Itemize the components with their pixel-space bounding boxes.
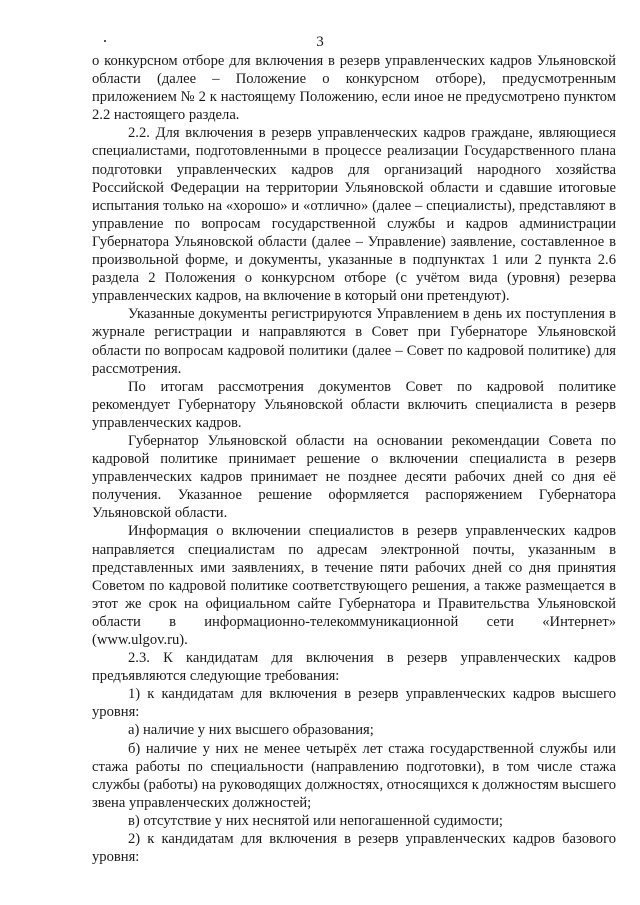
paragraph-governor-decision: Губернатор Ульяновской области на основании рекомендации Совета по кадровой политике принимает решение о включении специалиста в резерв управленческих кадров принимает не позднее десяти рабочих дней со дня её получения. Указанное решение оформляется распоряжением Губернатора Ульяновской области. (92, 432, 616, 522)
paragraph-continuation: о конкурсном отборе для включения в резерв управленческих кадров Ульяновской области (далее – Положение о конкурсном отборе), предусмотренным приложением № 2 к настоящему Положению, если иное не предусмотрено пунктом 2.2 настоящего раздела. (92, 53, 616, 124)
list-item-1a: а) наличие у них высшего образования; (128, 722, 374, 739)
paragraph-2-2: 2.2. Для включения в резерв управленческих кадров граждане, являющиеся специалистами, подготовленными в процессе реализации Государственного плана подготовки управленческих кадров для организаций народного хозяйства Российской Федерации на территории Ульяновской области и сдавшие итоговые испытания только на «хорошо» и «отлично» (далее – специалисты), представляют в управление по вопросам государственной службы и кадров администрации Губернатора Ульяновской области (далее – Управление) заявление, составленное в произвольной форме, и документы, указанные в подпунктах 1 или 2 пункта 2.6 раздела 2 Положения о конкурсном отборе (с учётом вида (уровня) резерва управленческих кадров, на включение в который они претендуют). (92, 125, 616, 305)
paragraph-2-3: 2.3. К кандидатам для включения в резерв управленческих кадров предъявляются следующие требования: (92, 650, 616, 685)
paragraph-registration: Указанные документы регистрируются Управлением в день их поступления в журнале регистрации и направляются в Совет при Губернаторе Ульяновской области по вопросам кадровой политики (далее – Совет по кадровой политике) для рассмотрения. (92, 306, 616, 377)
list-item-2: 2) к кандидатам для включения в резерв управленческих кадров базового уровня: (92, 831, 616, 866)
page-number: 3 (316, 34, 324, 50)
list-item-1: 1) к кандидатам для включения в резерв управленческих кадров высшего уровня: (92, 686, 616, 721)
list-item-1c: в) отсутствие у них неснятой или непогашенной судимости; (128, 812, 503, 829)
document-body (92, 52, 616, 866)
list-item-1b: б) наличие у них не менее четырёх лет стажа государственной службы или стажа работы по специальности (направлению подготовки), в том числе стажа службы (работы) на руководящих должностях, относящихся к должностям высшего звена управленческих должностей; (92, 740, 616, 811)
paragraph-notification: Информация о включении специалистов в резерв управленческих кадров направляется специалистам по адресам электронной почты, указанным в представленных ими заявлениях, в течение пяти рабочих дней со дня принятия Советом по кадровой политике соответствующего решения, а также размещается в этот же срок на официальном сайте Губернатора и Правительства Ульяновской области в информационно-телекоммуникационной сети «Интернет» (www.ulgov.ru). (92, 523, 616, 648)
paragraph-recommendation: По итогам рассмотрения документов Совет по кадровой политике рекомендует Губернатору Ульяновской области включить специалиста в резерв управленческих кадров. (92, 378, 616, 431)
